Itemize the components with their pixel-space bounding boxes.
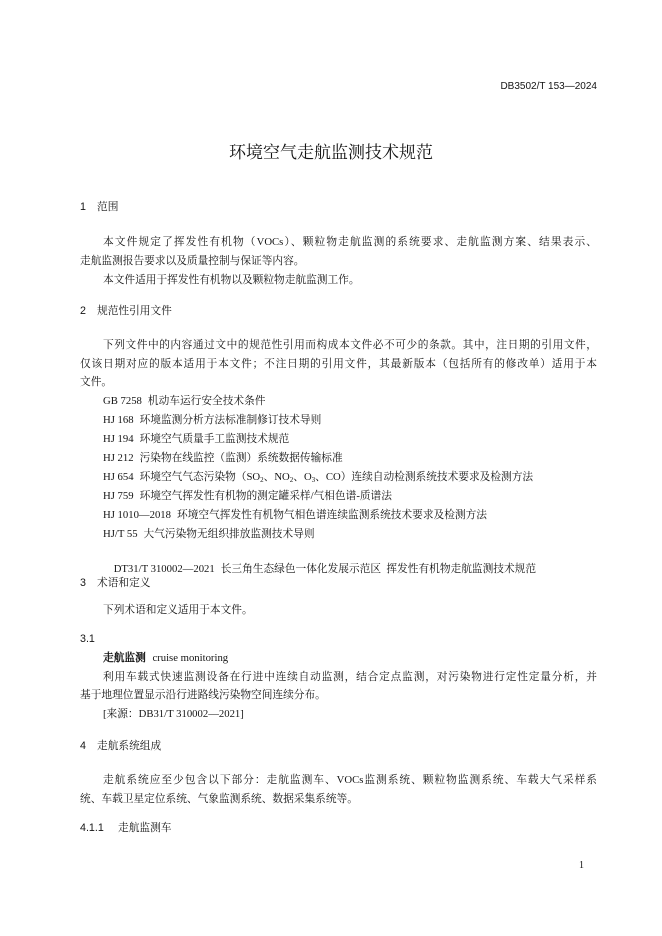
reference-code: HJ 654 [103,471,134,483]
reference-item [103,393,265,409]
reference-code: HJ/T 55 [103,528,138,540]
page-number: 1 [579,860,584,871]
paragraph-line: 统、车载卫星定位系统、气象监测系统、数据采集系统等。 [80,793,358,805]
term-heading [103,650,228,666]
paragraph-line: 仅该日期对应的版本适用于本文件；不注日期的引用文件，其最新版本（包括所有的修改单）适用于本 [80,358,597,370]
reference-code: GB 7258 [103,395,142,407]
subsection-title: 走航监测车 [118,822,172,834]
reference-item [103,488,392,504]
reference-name: 大气污染物无组织排放监测技术导则 [143,528,315,540]
definition-line: 利用车载式快速监测设备在行进中连续自动监测，结合定点监测，对污染物进行定性定量分析，并 [103,671,597,683]
section-title: 规范性引用文件 [97,305,172,317]
paragraph-line: 走航系统应至少包含以下部分：走航监测车、VOCs监测系统、颗粒物监测系统、车载大气采样系 [103,774,597,786]
reference-item [103,431,289,447]
paragraph-line: 下列文件中的内容通过文中的规范性引用而构成本文件必不可少的条款。其中，注日期的引用文件， [103,339,597,351]
reference-name-part: 、O [293,471,312,483]
reference-code: HJ 1010—2018 [103,509,171,521]
term-english: cruise monitoring [152,652,229,664]
reference-name: 环境监测分析方法标准制修订技术导则 [139,414,322,426]
paragraph-line: 下列术语和定义适用于本文件。 [103,604,253,616]
reference-name-part: 、CO）连续自动检测系统技术要求及检测方法 [315,471,534,483]
section-title: 走航系统组成 [97,740,162,752]
reference-code: HJ 194 [103,433,134,445]
paragraph-line: 本文件适用于挥发性有机物以及颗粒物走航监测工作。 [103,274,360,286]
reference-item [103,450,343,466]
reference-item [103,469,533,485]
reference-name: 环境空气挥发性有机物的测定罐采样/气相色谱-质谱法 [139,490,392,502]
section-number: 3 [80,577,86,589]
term-name: 走航监测 [103,652,146,664]
reference-item [103,507,487,523]
term-source: [来源：DB31/T 310002—2021] [103,708,244,720]
section-number: 2 [80,305,86,317]
reference-code: HJ 759 [103,490,134,502]
reference-name: 机动车运行安全技术条件 [147,395,266,407]
subsection-number: 4.1.1 [80,822,104,834]
standard-code: DB3502/T 153—2024 [500,81,597,92]
subscript: 2 [260,476,264,484]
reference-item [103,412,321,428]
reference-code: DT31/T 310002—2021 [113,563,215,575]
reference-name: 长三角生态绿色一体化发展示范区 挥发性有机物走航监测技术规范 [220,563,537,575]
section-number: 4 [80,740,86,752]
subscript: 2 [289,476,294,484]
reference-name-part: 、NO [263,471,290,483]
reference-name-part: 环境空气气态污染物（SO [139,471,261,483]
section-title: 范围 [97,201,119,213]
reference-name: 环境空气挥发性有机物气相色谱连续监测系统技术要求及检测方法 [177,509,487,521]
section-title: 术语和定义 [97,577,151,589]
term-number: 3.1 [80,633,95,645]
reference-name: 污染物在线监控（监测）系统数据传输标准 [139,452,343,464]
subscript: 3 [311,476,316,484]
reference-code: HJ 212 [103,452,134,464]
reference-name [140,471,534,483]
reference-item [103,526,315,542]
page-title: 环境空气走航监测技术规范 [229,143,433,162]
paragraph-line: 走航监测报告要求以及质量控制与保证等内容。 [80,255,305,267]
paragraph-line: 文件。 [80,376,113,388]
definition-line: 基于地理位置显示沿行进路线污染物空间连续分布。 [80,689,326,701]
section-number: 1 [80,201,86,213]
paragraph-line: 本文件规定了挥发性有机物（VOCs）、颗粒物走航监测的系统要求、走航监测方案、结果表示、 [103,236,597,248]
reference-item [103,545,536,593]
reference-name: 环境空气质量手工监测技术规范 [139,433,290,445]
reference-code: HJ 168 [103,414,134,426]
